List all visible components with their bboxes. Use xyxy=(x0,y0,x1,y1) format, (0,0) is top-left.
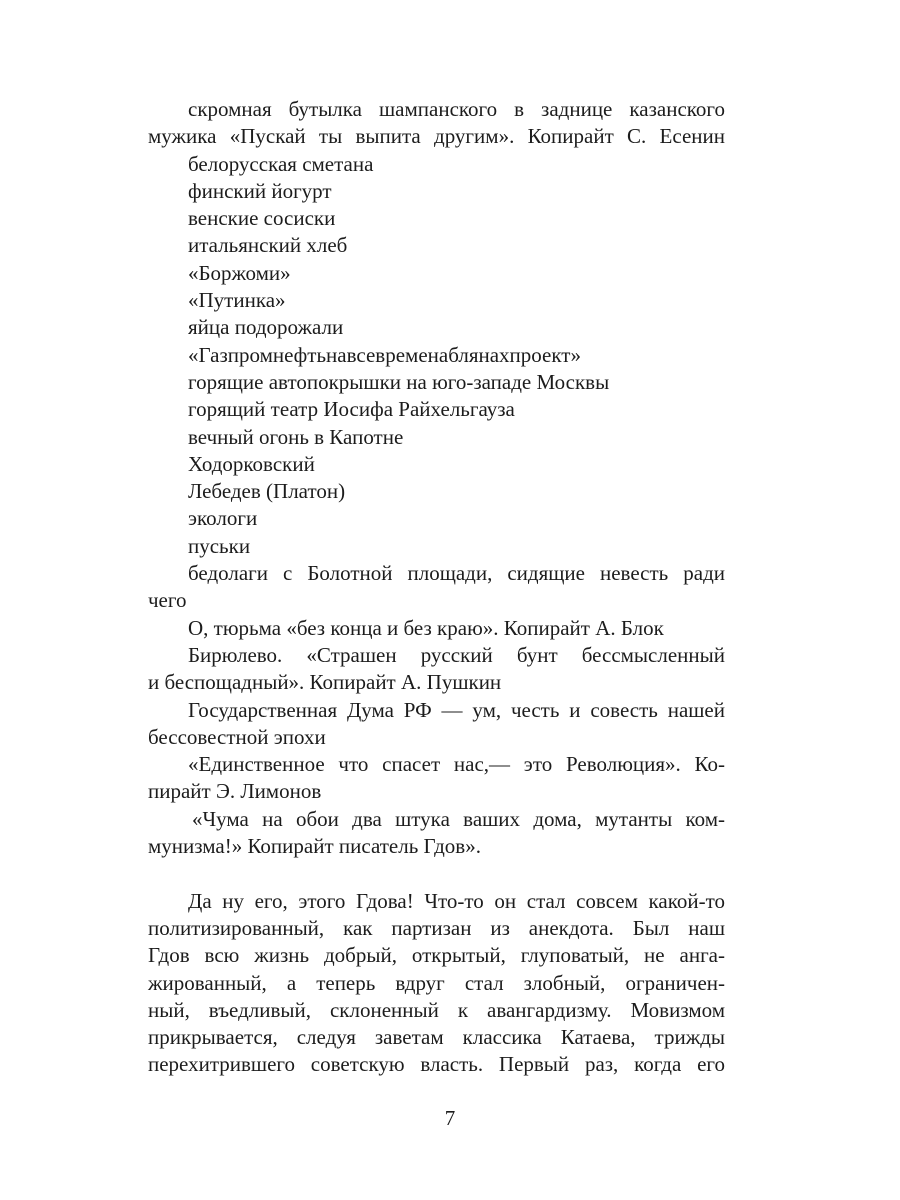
text-line: итальянский хлеб xyxy=(188,233,348,258)
text-line: вечный огонь в Капотне xyxy=(188,424,404,449)
text-line: Бирюлево. «Страшен русский бунт бессмысленный xyxy=(188,642,725,667)
text-line: скромная бутылка шампанского в заднице казанского xyxy=(188,97,725,121)
text-line: «Газпромнефтьнавсевременаблянахпроект» xyxy=(188,342,581,367)
paragraph-gap xyxy=(148,860,725,887)
text-line: политизированный, как партизан из анекдота. Был наш xyxy=(148,915,725,940)
text-line: бедолаги с Болотной площади, сидящие невесть ради xyxy=(188,561,725,586)
text-line: «Единственное что спасет нас,— это Революция». Ко- xyxy=(188,752,725,777)
text-line: перехитрившего советскую власть. Первый раз, когда его xyxy=(148,1052,725,1077)
text-line: финский йогурт xyxy=(188,178,332,203)
text-line: яйца подорожали xyxy=(188,315,344,340)
text-line: венские сосиски xyxy=(188,206,336,231)
text-line: жированный, а теперь вдруг стал злобный, ограничен- xyxy=(148,970,725,995)
text-line: Государственная Дума РФ — ум, честь и совесть нашей xyxy=(188,697,725,722)
text-line: «Боржоми» xyxy=(188,260,291,285)
text-line: прикрывается, следуя заветам классика Катаева, трижды xyxy=(148,1025,725,1050)
text-line: ный, въедливый, склоненный к авангардизму. Мовизмом xyxy=(148,997,725,1022)
text-line: пуськи xyxy=(188,533,251,558)
text-line: и беспощадный». Копирайт А. Пушкин xyxy=(148,670,502,695)
text-line: пирайт Э. Лимонов xyxy=(148,779,322,804)
text-line: Ходорковский xyxy=(188,451,315,476)
text-line: горящие автопокрышки на юго-западе Москвы xyxy=(188,369,610,394)
text-line: горящий театр Иосифа Райхельгауза xyxy=(188,397,515,422)
page-number: 7 xyxy=(444,1106,456,1130)
text-line: «Чума на обои два штука ваших дома, мутанты ком- xyxy=(192,806,725,831)
text-line: Да ну его, этого Гдова! Что-то он стал совсем какой-то xyxy=(188,888,725,913)
text-line: мужика «Пускай ты выпита другим». Копирайт С. Есенин xyxy=(148,124,725,149)
text-line: «Путинка» xyxy=(188,288,286,313)
page-body xyxy=(148,96,725,1079)
text-line: бессовестной эпохи xyxy=(148,724,326,749)
text-line: мунизма!» Копирайт писатель Гдов». xyxy=(148,834,481,859)
text-line: Лебедев (Платон) xyxy=(188,479,346,504)
text-line: Гдов всю жизнь добрый, открытый, глуповатый, не анга- xyxy=(148,943,725,968)
text-line: О, тюрьма «без конца и без краю». Копирайт А. Блок xyxy=(188,615,664,640)
text-line: чего xyxy=(148,588,187,613)
text-line: экологи xyxy=(188,506,258,531)
text-line: белорусская сметана xyxy=(188,151,374,176)
